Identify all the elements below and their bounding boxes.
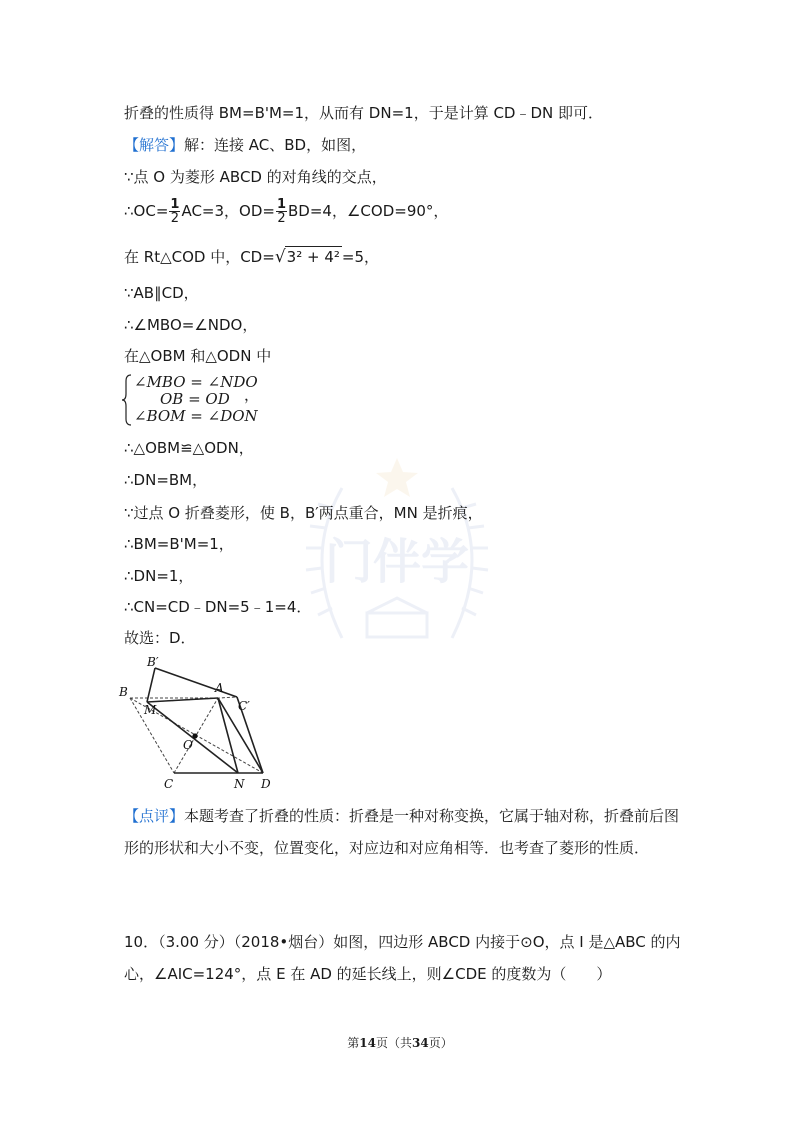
- fraction-denominator: 2: [170, 211, 180, 226]
- label-d: D: [261, 777, 271, 791]
- fraction: [276, 198, 287, 225]
- sqrt-symbol: √: [274, 247, 286, 267]
- text-line: ∵点 O 为菱形 ABCD 的对角线的交点，: [124, 168, 387, 186]
- label-m: M: [144, 703, 157, 717]
- footer-text: 页（共: [375, 1036, 412, 1050]
- text-line: ∴BM=B'M=1，: [124, 535, 234, 553]
- comment-text: 本题考查了折叠的性质：折叠是一种对称变换，它属于轴对称，折叠前后图形的形状和大小不变，位置变化，对应边和对应角相等．也考查了菱形的性质．: [124, 807, 680, 857]
- system-row: ∠BOM = ∠DON: [134, 407, 258, 425]
- question-paragraph: 10．（3.00 分）（2018•烟台）如图，四边形 ABCD 内接于⊙O，点 I 是△ABC 的内心，∠AIC=124°，点 E 在 AD 的延长线上，则∠CDE 的度数为（ ）: [124, 933, 681, 983]
- comment-paragraph: [124, 800, 684, 864]
- text-line: ∴DN=1，: [124, 567, 194, 585]
- system-row: ∠MBO = ∠NDO: [134, 373, 258, 391]
- comment-tag: 【点评】: [124, 807, 185, 825]
- equation-system: [122, 374, 262, 426]
- page-footer: [0, 1034, 800, 1051]
- text-line: ∴△OBM≌△ODN，: [124, 439, 254, 457]
- text-segment: =5，: [341, 248, 379, 266]
- watermark-brand: 门伴学: [324, 534, 470, 590]
- fraction: [169, 198, 180, 225]
- solution-text: 解：连接 AC、BD，如图，: [184, 136, 367, 154]
- label-b-prime: B′: [147, 655, 159, 669]
- label-o: O: [183, 738, 193, 752]
- footer-text: 页）: [428, 1036, 453, 1050]
- fraction-denominator: 2: [277, 211, 286, 226]
- system-comma: ，: [244, 386, 260, 404]
- text-segment: AC=3，OD=: [181, 202, 275, 220]
- fraction-numerator: 1: [276, 197, 287, 212]
- text-line: ∴∠MBO=∠NDO，: [124, 316, 258, 334]
- text-segment: 在 Rt△COD 中，CD=: [124, 248, 275, 266]
- text-line: 在△OBM 和△ODN 中: [124, 347, 272, 365]
- text-line: 故选：D．: [124, 629, 196, 647]
- label-c-prime: C′: [238, 699, 250, 713]
- text-line: 折叠的性质得 BM=B'M=1，从而有 DN=1，于是计算 CD﹣DN 即可．: [124, 104, 604, 122]
- sqrt-radicand: 3² + 4²: [286, 248, 340, 266]
- formula-line: [124, 198, 448, 225]
- page-number: 14: [359, 1036, 376, 1050]
- label-a: A: [215, 681, 224, 695]
- text-segment: ∴OC=: [124, 202, 169, 220]
- system-row: OB = OD: [160, 390, 230, 408]
- fraction-numerator: 1: [170, 197, 180, 212]
- text-segment: BD=4，∠COD=90°，: [288, 202, 449, 220]
- solution-line: [124, 135, 366, 155]
- page-total: 34: [412, 1036, 429, 1050]
- rhombus-fold-figure: [114, 652, 284, 792]
- text-line: ∴CN=CD﹣DN=5﹣1=4．: [124, 598, 312, 616]
- text-line: ∴DN=BM，: [124, 471, 208, 489]
- watermark-logo: [282, 448, 512, 698]
- label-n: N: [234, 777, 245, 791]
- label-b: B: [119, 685, 128, 699]
- formula-line: [124, 246, 379, 267]
- text-line: ∵AB∥CD，: [124, 284, 199, 302]
- center-point-o: [192, 733, 197, 738]
- left-brace: [122, 374, 132, 426]
- text-line: ∵过点 O 折叠菱形，使 B，B′两点重合，MN 是折痕，: [124, 504, 483, 522]
- footer-text: 第: [347, 1036, 360, 1050]
- label-c: C: [164, 777, 174, 791]
- solution-tag: 【解答】: [124, 136, 185, 154]
